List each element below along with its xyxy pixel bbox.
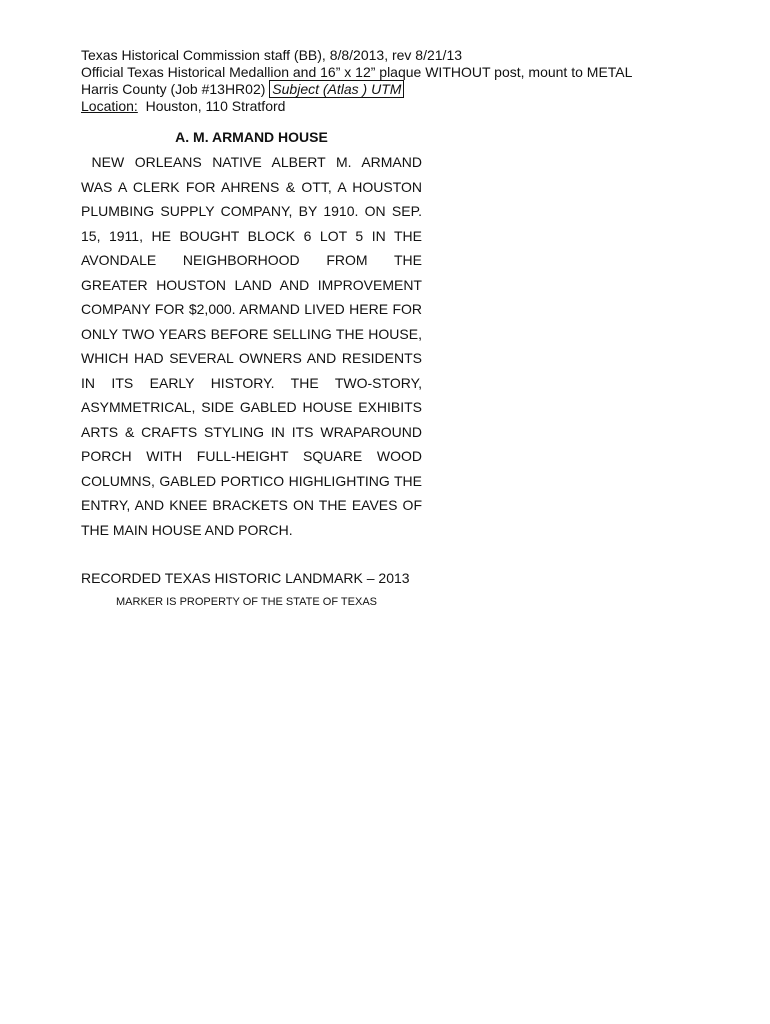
inscription-line: WHICH HAD SEVERAL OWNERS AND RESIDENTS [81, 350, 422, 366]
location-line [81, 98, 741, 115]
inscription-line: 15, 1911, HE BOUGHT BLOCK 6 LOT 5 IN THE [81, 227, 422, 244]
inscription-line: NEW ORLEANS NATIVE ALBERT M. ARMAND [81, 154, 422, 170]
marker-inscription [81, 150, 422, 542]
inscription-line: WAS A CLERK FOR AHRENS & OTT, A HOUSTON [81, 178, 422, 195]
inscription-line: THE MAIN HOUSE AND PORCH. [81, 521, 293, 538]
inscription-line: ARTS & CRAFTS STYLING IN ITS WRAPAROUND [81, 423, 422, 440]
inscription-line: IN ITS EARLY HISTORY. THE TWO-STORY, [81, 374, 422, 391]
county-job-line [81, 81, 741, 98]
marker-type-line: Official Texas Historical Medallion and 16” x 12” plaque WITHOUT post, mount to METAL [81, 64, 633, 80]
county-job-text: Harris County (Job #13HR02) [81, 81, 270, 97]
inscription-line: AVONDALE NEIGHBORHOOD FROM THE [81, 252, 422, 268]
location-label: Location: [81, 98, 138, 114]
inscription-line: COMPANY FOR $2,000. ARMAND LIVED HERE FOR [81, 301, 422, 317]
location-value: Houston, 110 Stratford [137, 98, 286, 114]
inscription-line: ENTRY, AND KNEE BRACKETS ON THE EAVES OF [81, 497, 422, 513]
staff-revision-line: Texas Historical Commission staff (BB), 8/8/2013, rev 8/21/13 [81, 47, 463, 63]
subject-atlas-utm-box: Subject (Atlas ) UTM [269, 80, 404, 98]
document-header [81, 47, 741, 115]
inscription-line: PORCH WITH FULL-HEIGHT SQUARE WOOD [81, 448, 422, 464]
landmark-designation: RECORDED TEXAS HISTORIC LANDMARK – 2013 [81, 570, 410, 586]
inscription-line: PLUMBING SUPPLY COMPANY, BY 1910. ON SEP. [81, 203, 422, 219]
property-notice: MARKER IS PROPERTY OF THE STATE OF TEXAS [116, 596, 377, 608]
inscription-line: COLUMNS, GABLED PORTICO HIGHLIGHTING THE [81, 472, 422, 489]
marker-title: A. M. ARMAND HOUSE [175, 129, 328, 145]
inscription-line: ASYMMETRICAL, SIDE GABLED HOUSE EXHIBITS [81, 399, 422, 415]
inscription-line: ONLY TWO YEARS BEFORE SELLING THE HOUSE, [81, 325, 422, 342]
inscription-line: GREATER HOUSTON LAND AND IMPROVEMENT [81, 276, 422, 293]
